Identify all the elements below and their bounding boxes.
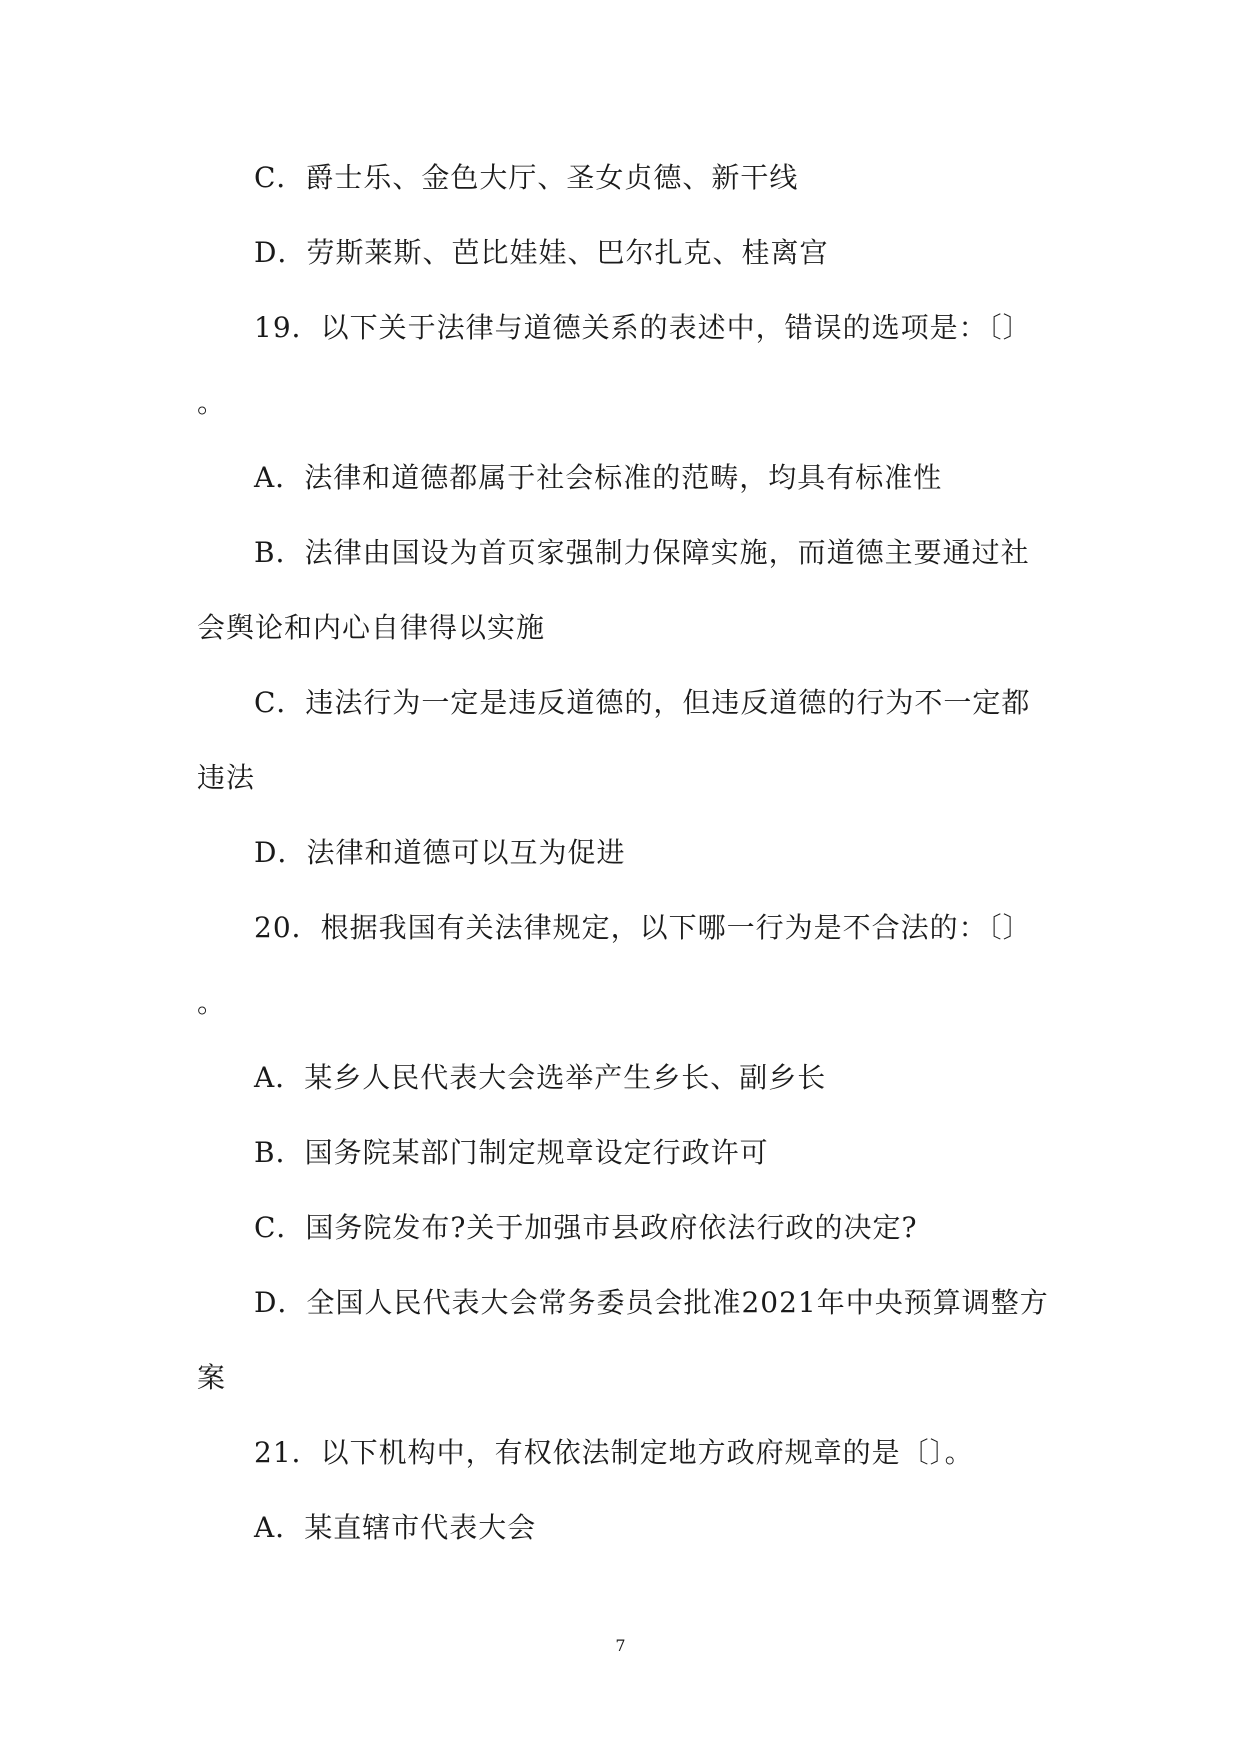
q19-option-b: B．法律由国设为首页家强制力保障实施，而道德主要通过社: [254, 536, 1030, 569]
q20-option-d-continuation: 案: [197, 1361, 227, 1394]
q20-option-b: B．国务院某部门制定规章设定行政许可: [254, 1136, 769, 1169]
q21-option-a: A．某直辖市代表大会: [254, 1511, 537, 1544]
q19-option-c: C．违法行为一定是违反道德的，但违反道德的行为不一定都: [254, 686, 1031, 719]
question-20: 20．根据我国有关法律规定，以下哪一行为是不合法的：〔〕: [254, 911, 1032, 944]
q19-option-c-continuation: 违法: [197, 761, 256, 794]
page-number: 7: [615, 1636, 626, 1655]
question-19: 19．以下关于法律与道德关系的表述中，错误的选项是：〔〕: [254, 311, 1032, 344]
q20-option-a: A．某乡人民代表大会选举产生乡长、副乡长: [254, 1061, 827, 1094]
question-20-continuation: 。: [197, 986, 227, 1019]
q20-option-d: D．全国人民代表大会常务委员会批准2021年中央预算调整方: [254, 1286, 1049, 1319]
q19-option-d: D．法律和道德可以互为促进: [254, 836, 626, 869]
q19-option-a: A．法律和道德都属于社会标准的范畴，均具有标准性: [254, 461, 943, 494]
question-19-continuation: 。: [197, 386, 227, 419]
q19-option-b-continuation: 会舆论和内心自律得以实施: [197, 611, 546, 644]
question-21: 21．以下机构中，有权依法制定地方政府规章的是〔〕。: [254, 1436, 974, 1469]
q20-option-c: C．国务院发布?关于加强市县政府依法行政的决定?: [254, 1211, 918, 1244]
option-d-line: D．劳斯莱斯、芭比娃娃、巴尔扎克、桂离宫: [254, 236, 829, 269]
option-c-line: C．爵士乐、金色大厅、圣女贞德、新干线: [254, 161, 799, 194]
